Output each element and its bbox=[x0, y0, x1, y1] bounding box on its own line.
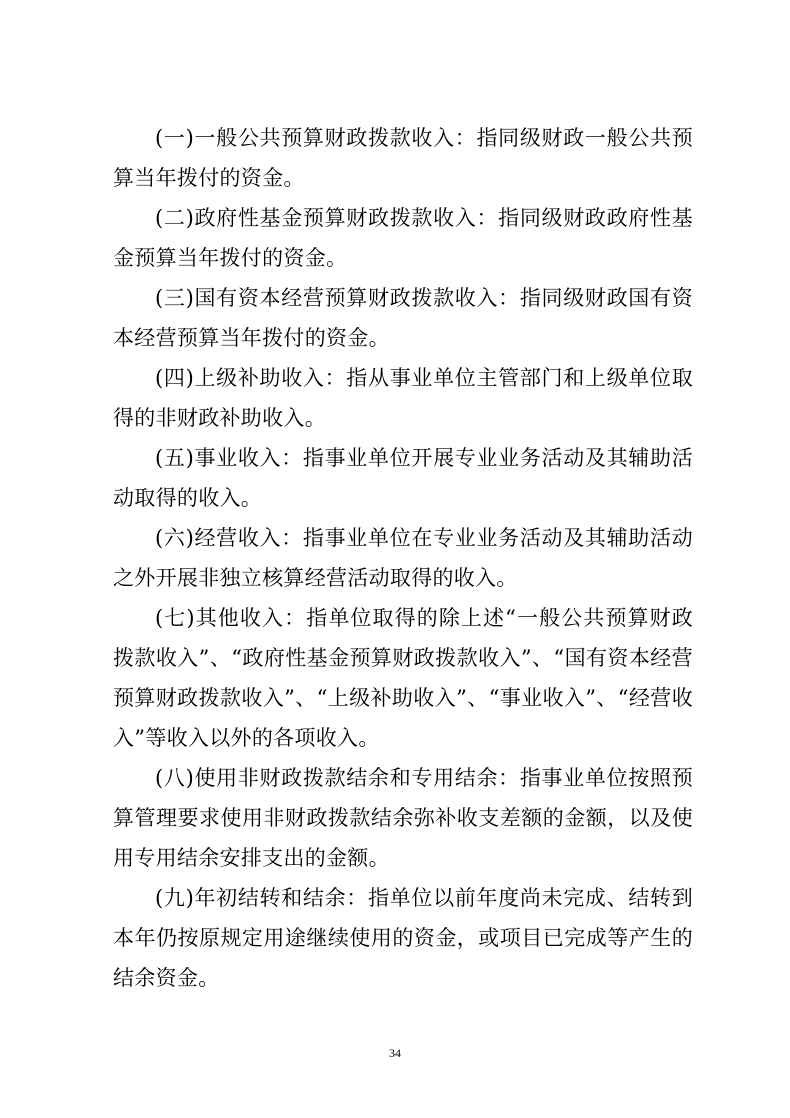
paragraph-use-of-balances: (八)使用非财政拨款结余和专用结余：指事业单位按照预算管理要求使用非财政拨款结余弥补收支差额的金额，以及使用专用结余安排支出的金额。 bbox=[113, 766, 693, 870]
paragraph-government-fund-appropriation: (二)政府性基金预算财政拨款收入：指同级财政政府性基金预算当年拨付的资金。 bbox=[113, 206, 693, 270]
body-text bbox=[113, 118, 693, 998]
paragraph-state-capital-appropriation: (三)国有资本经营预算财政拨款收入：指同级财政国有资本经营预算当年拨付的资金。 bbox=[113, 286, 693, 350]
paragraph-business-income: (五)事业收入：指事业单位开展专业业务活动及其辅助活动取得的收入。 bbox=[113, 446, 693, 510]
paragraph-other-income: (七)其他收入：指单位取得的除上述“一般公共预算财政拨款收入”、“政府性基金预算财政拨款收入”、“国有资本经营预算财政拨款收入”、“上级补助收入”、“事业收入”、“经营收入”等收入以外的各项收入。 bbox=[113, 606, 693, 750]
paragraph-operating-income: (六)经营收入：指事业单位在专业业务活动及其辅助活动之外开展非独立核算经营活动取得的收入。 bbox=[113, 526, 693, 590]
paragraph-superior-subsidy-income: (四)上级补助收入：指从事业单位主管部门和上级单位取得的非财政补助收入。 bbox=[113, 366, 693, 430]
page-number: 34 bbox=[389, 1046, 401, 1060]
paragraph-carryover-and-balance: (九)年初结转和结余：指单位以前年度尚未完成、结转到本年仍按原规定用途继续使用的资金，或项目已完成等产生的结余资金。 bbox=[113, 886, 693, 990]
paragraph-general-budget-appropriation: (一)一般公共预算财政拨款收入：指同级财政一般公共预算当年拨付的资金。 bbox=[113, 126, 693, 190]
